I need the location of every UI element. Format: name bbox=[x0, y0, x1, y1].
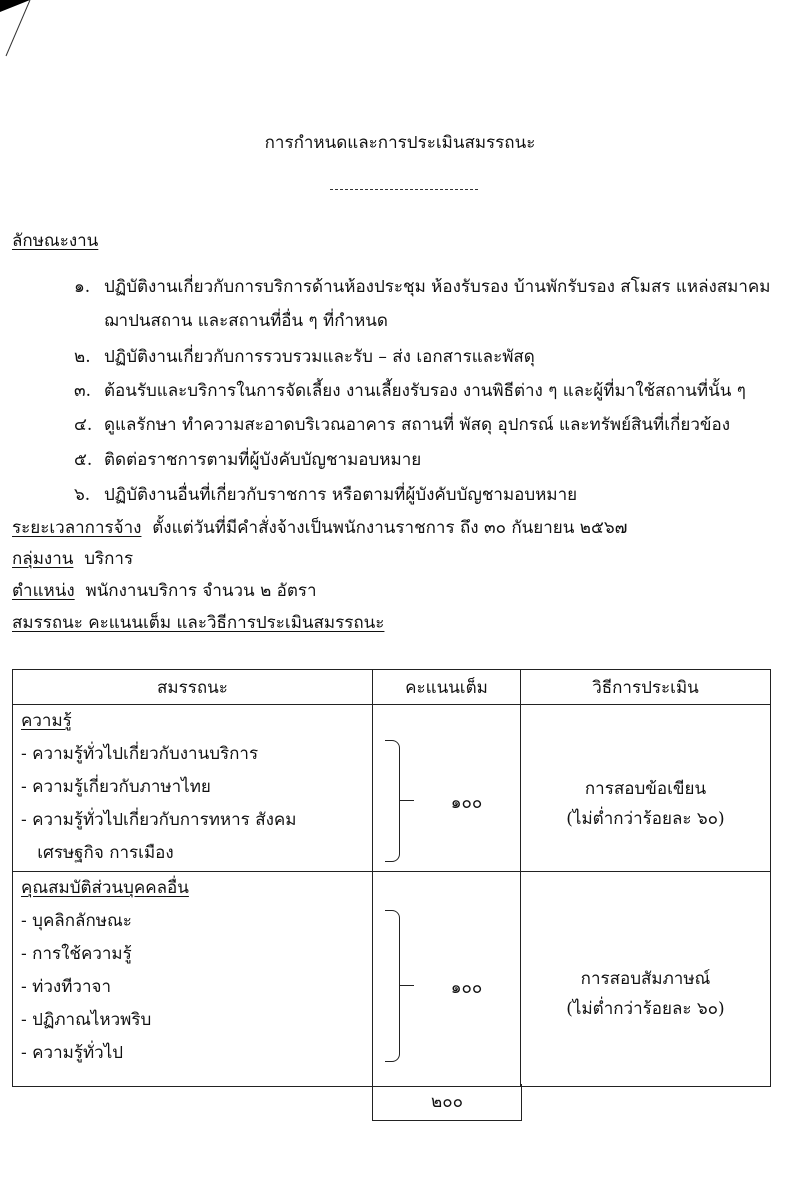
personal-item: - ปฏิภาณไหวพริบ bbox=[21, 1010, 152, 1030]
item-4-number: ๔. bbox=[74, 415, 93, 435]
knowledge-item: - ความรู้ทั่วไปเกี่ยวกับการทหาร สังคม bbox=[21, 810, 297, 830]
item-2-number: ๒. bbox=[74, 347, 91, 367]
item-6-number: ๖. bbox=[74, 485, 91, 505]
header-assessment-method: วิธีการประเมิน bbox=[521, 670, 771, 705]
employment-period-value: ตั้งแต่วันที่มีคำสั่งจ้างเป็นพนักงานราชการ ถึง ๓๐ กันยายน ๒๕๖๗ bbox=[152, 518, 628, 538]
header-competency: สมรรถนะ bbox=[13, 670, 373, 705]
knowledge-bracket-tick bbox=[400, 800, 414, 801]
job-nature-heading: ลักษณะงาน bbox=[12, 231, 99, 251]
personal-score-cell bbox=[373, 872, 521, 1087]
employment-period-label: ระยะเวลาการจ้าง bbox=[12, 518, 142, 538]
employment-period bbox=[12, 517, 627, 539]
total-score: ๒๐๐ bbox=[372, 1084, 522, 1121]
knowledge-score-cell bbox=[373, 705, 521, 872]
personal-heading: คุณสมบัติส่วนบุคคลอื่น bbox=[21, 878, 189, 898]
personal-bracket bbox=[385, 910, 400, 1062]
personal-item: - บุคลิกลักษณะ bbox=[21, 911, 132, 931]
knowledge-method: การสอบข้อเขียน bbox=[584, 779, 707, 799]
item-5-number: ๕. bbox=[74, 450, 93, 470]
personal-bracket-tick bbox=[400, 985, 414, 986]
position bbox=[12, 580, 317, 602]
item-1-text: ปฏิบัติงานเกี่ยวกับการบริการด้านห้องประชุม ห้องรับรอง บ้านพักรับรอง สโมสร แหล่งสมาคม bbox=[104, 277, 771, 297]
competency-section-heading: สมรรถนะ คะแนนเต็ม และวิธีการประเมินสมรรถนะ bbox=[12, 613, 385, 633]
item-1-number: ๑. bbox=[74, 277, 91, 297]
knowledge-method-cell bbox=[521, 705, 771, 872]
knowledge-item: เศรษฐกิจ การเมือง bbox=[21, 843, 174, 863]
knowledge-heading: ความรู้ bbox=[21, 711, 72, 731]
item-3-text: ต้อนรับและบริการในการจัดเลี้ยง งานเลี้ยงรับรอง งานพิธีต่าง ๆ และผู้ที่มาใช้สถานที่นั้น ๆ bbox=[104, 381, 746, 401]
table-row bbox=[13, 705, 771, 872]
header-full-score: คะแนนเต็ม bbox=[373, 670, 521, 705]
personal-criteria: (ไม่ต่ำกว่าร้อยละ ๖๐) bbox=[566, 999, 725, 1019]
knowledge-criteria: (ไม่ต่ำกว่าร้อยละ ๖๐) bbox=[566, 809, 725, 829]
page-title: การกำหนดและการประเมินสมรรถนะ bbox=[264, 133, 536, 153]
table-row bbox=[13, 872, 771, 1087]
personal-score: ๑๐๐ bbox=[450, 978, 483, 998]
competency-table bbox=[12, 669, 771, 1087]
scan-corner-mark bbox=[0, 0, 40, 60]
personal-item: - การใช้ความรู้ bbox=[21, 944, 132, 964]
item-6-text: ปฏิบัติงานอื่นที่เกี่ยวกับราชการ หรือตามที่ผู้บังคับบัญชามอบหมาย bbox=[104, 485, 578, 505]
knowledge-item: - ความรู้ทั่วไปเกี่ยวกับงานบริการ bbox=[21, 744, 259, 764]
knowledge-item: - ความรู้เกี่ยวกับภาษาไทย bbox=[21, 777, 211, 797]
item-3-number: ๓. bbox=[74, 381, 92, 401]
item-2-text: ปฏิบัติงานเกี่ยวกับการรวบรวมและรับ – ส่ง เอกสารและพัสดุ bbox=[104, 347, 535, 367]
work-group-label: กลุ่มงาน bbox=[12, 549, 74, 569]
personal-method: การสอบสัมภาษณ์ bbox=[580, 969, 711, 989]
knowledge-competency-cell bbox=[13, 705, 373, 872]
knowledge-score: ๑๐๐ bbox=[450, 793, 483, 813]
position-label: ตำแหน่ง bbox=[12, 581, 75, 601]
item-4-text: ดูแลรักษา ทำความสะอาดบริเวณอาคาร สถานที่ พัสดุ อุปกรณ์ และทรัพย์สินที่เกี่ยวข้อง bbox=[104, 415, 731, 435]
item-1-continuation: ฌาปนสถาน และสถานที่อื่น ๆ ที่กำหนด bbox=[104, 311, 388, 331]
position-value: พนักงานบริการ จำนวน ๒ อัตรา bbox=[85, 581, 317, 601]
table-header-row bbox=[13, 670, 771, 705]
personal-item: - ท่วงทีวาจา bbox=[21, 977, 112, 997]
knowledge-bracket bbox=[385, 740, 400, 862]
personal-competency-cell bbox=[13, 872, 373, 1087]
personal-item: - ความรู้ทั่วไป bbox=[21, 1043, 124, 1063]
title-divider bbox=[330, 189, 478, 190]
personal-method-cell bbox=[521, 872, 771, 1087]
item-5-text: ติดต่อราชการตามที่ผู้บังคับบัญชามอบหมาย bbox=[104, 450, 422, 470]
work-group-value: บริการ bbox=[84, 549, 134, 569]
work-group bbox=[12, 548, 133, 570]
